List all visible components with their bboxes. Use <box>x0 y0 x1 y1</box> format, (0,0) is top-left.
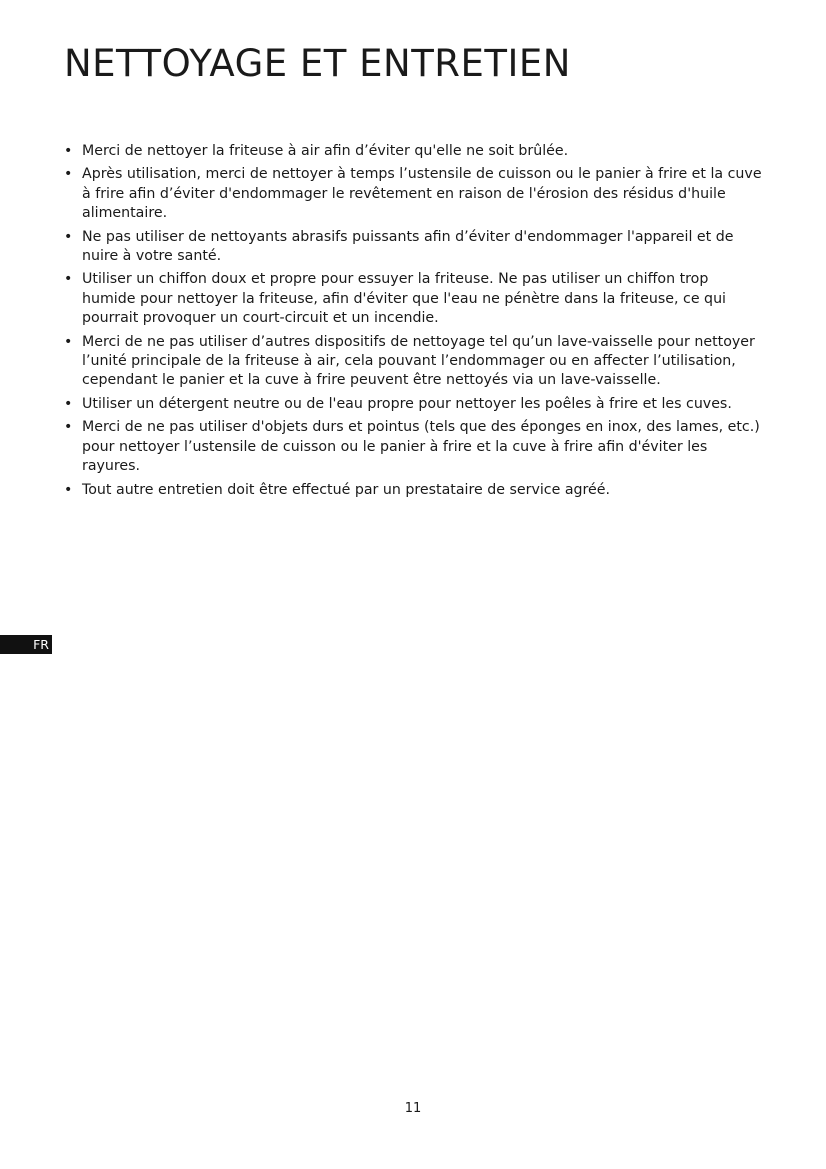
list-item <box>62 395 762 414</box>
list-item-text: Merci de ne pas utiliser d’autres dispositifs de nettoyage tel qu’un lave-vaisselle pour nettoyer l’unité principale de la friteuse à air, cela pouvant l’endommager ou en affecter l’utilisation, cependant le panier et la cuve à frire peuvent être nettoyés via un lave-vaisselle. <box>82 333 755 389</box>
bullet-icon: • <box>64 395 73 412</box>
list-item-text: Après utilisation, merci de nettoyer à temps l’ustensile de cuisson ou le panier à frire et la cuve à frire afin d’éviter d'endommager le revêtement en raison de l'érosion des résidus d'huile alimentaire. <box>82 166 762 222</box>
list-item <box>62 142 762 161</box>
list-item <box>62 228 762 267</box>
list-item-text: Tout autre entretien doit être effectué par un prestataire de service agréé. <box>82 481 611 498</box>
bullet-icon: • <box>64 481 73 498</box>
bullet-icon: • <box>64 333 73 350</box>
list-item-text: Utiliser un détergent neutre ou de l'eau propre pour nettoyer les poêles à frire et les cuves. <box>82 395 732 412</box>
page-number: 11 <box>404 1101 422 1116</box>
language-tab-label: FR <box>33 637 49 652</box>
bullet-icon: • <box>64 143 73 159</box>
list-item-text: Merci de ne pas utiliser d'objets durs et pointus (tels que des éponges en inox, des lames, etc.) pour nettoyer l’ustensile de cuisson ou le panier à frire et la cuve à frire afin d'éviter les rayures. <box>82 419 760 475</box>
cleaning-instructions-list <box>62 142 762 504</box>
list-item <box>62 270 762 328</box>
bullet-icon: • <box>64 419 73 436</box>
list-item-text: Utiliser un chiffon doux et propre pour essuyer la friteuse. Ne pas utiliser un chiffon trop humide pour nettoyer la friteuse, afin d'éviter que l'eau ne pénètre dans la friteuse, ce qui pourrait provoquer un court-circuit et un incendie. <box>82 271 726 327</box>
language-tab <box>0 635 52 654</box>
list-item <box>62 333 762 391</box>
list-item <box>62 165 762 223</box>
list-item <box>62 418 762 476</box>
bullet-icon: • <box>64 271 73 288</box>
page-title: NETTOYAGE ET ENTRETIEN <box>64 42 571 85</box>
list-item-text: Ne pas utiliser de nettoyants abrasifs puissants afin d’éviter d'endommager l'appareil et de nuire à votre santé. <box>82 228 734 265</box>
bullet-icon: • <box>64 166 73 183</box>
list-item <box>62 481 762 500</box>
bullet-icon: • <box>64 228 73 245</box>
list-item-text: Merci de nettoyer la friteuse à air afin d’éviter qu'elle ne soit brûlée. <box>82 143 569 159</box>
